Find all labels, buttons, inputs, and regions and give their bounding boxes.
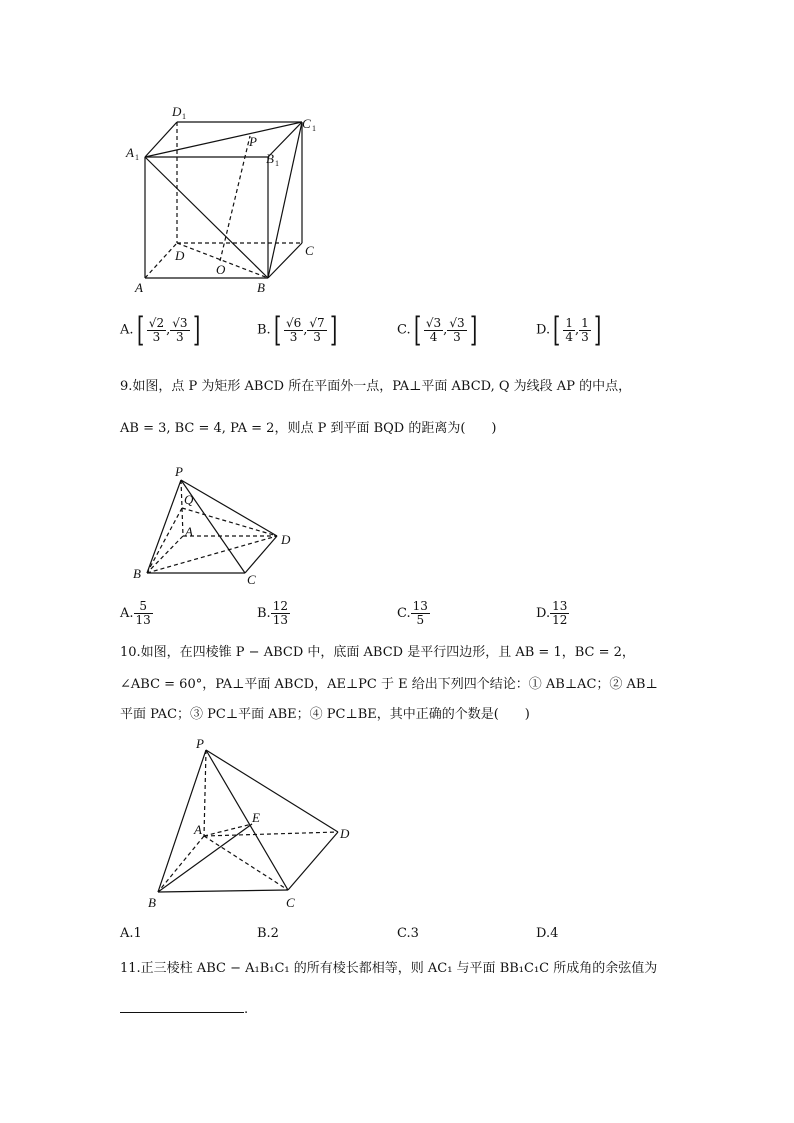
- q10-line-2: ∠ABC = 60°，PA⊥平面 ABCD，AE⊥PC 于 E 给出下列四个结论：① AB⊥AC；② AB⊥: [120, 677, 658, 692]
- edge-cd: [288, 832, 338, 890]
- label-q: Q: [184, 492, 194, 507]
- label-c1: C: [302, 116, 311, 131]
- edge-bc: [268, 243, 302, 278]
- label-d1: D: [172, 104, 182, 119]
- edge-be: [158, 824, 252, 892]
- label-d: D: [340, 826, 350, 841]
- q9-option-d: D. $\frac{13}{12}$: [536, 599, 568, 627]
- svg-text:1: 1: [275, 159, 279, 168]
- edge-pb: [147, 480, 181, 573]
- edge-a1b: [145, 157, 268, 278]
- label-p: P: [196, 736, 204, 751]
- edge-pb: [158, 750, 206, 892]
- edge-a1d1: [145, 122, 177, 157]
- edge-ab: [147, 536, 183, 573]
- q9-option-b: B. $\frac{12}{13}$: [257, 599, 288, 627]
- label-p: P: [249, 134, 257, 149]
- q10-line-1: 10.如图，在四棱锥 P − ABCD 中，底面 ABCD 是平行四边形，且 AB = 1，BC = 2，: [120, 645, 635, 660]
- label-p: P: [175, 464, 183, 479]
- q9-line-1: 9.如图，点 P 为矩形 ABCD 所在平面外一点，PA⊥平面 ABCD, Q 为线段 AP 的中点，: [120, 379, 632, 394]
- label-c: C: [305, 243, 314, 258]
- edge-pd: [206, 750, 338, 832]
- q8-option-d: D.[ $\frac{1}{4}$ , $\frac{1}{3}$ ]: [536, 310, 602, 350]
- label-a: A: [135, 280, 143, 295]
- label-d: D: [281, 532, 291, 547]
- edge-pc: [206, 750, 288, 890]
- q11-answer-blank: .: [120, 998, 248, 1019]
- edge-ac: [204, 836, 288, 890]
- cube-figure: [120, 100, 350, 300]
- svg-text:1: 1: [312, 124, 316, 133]
- q10-option-a: A.1: [120, 926, 142, 941]
- q10-option-c: C.3: [397, 926, 419, 941]
- edge-pa: [204, 750, 206, 836]
- edge-pd: [181, 480, 277, 536]
- edge-bc: [158, 890, 288, 892]
- label-b: B: [133, 566, 141, 581]
- edge-qd: [182, 508, 277, 536]
- svg-text:1: 1: [135, 153, 139, 162]
- q9-option-c: C. $\frac{13}{5}$: [397, 599, 428, 627]
- label-b1: B: [266, 151, 274, 166]
- svg-text:1: 1: [182, 112, 186, 121]
- edge-a1c1: [145, 122, 302, 157]
- q9-pyramid-figure: [125, 458, 315, 590]
- label-c: C: [247, 572, 256, 587]
- q10-option-b: B.2: [257, 926, 279, 941]
- q10-line-3: 平面 PAC；③ PC⊥平面 ABE；④ PC⊥BE，其中正确的个数是( ): [120, 707, 530, 722]
- q11-line-1: 11.正三棱柱 ABC − A₁B₁C₁ 的所有棱长都相等，则 AC₁ 与平面 BB₁C₁C 所成角的余弦值为: [120, 961, 658, 976]
- edge-ad: [145, 243, 177, 278]
- label-d: D: [175, 248, 185, 263]
- label-o: O: [216, 262, 226, 277]
- label-e: E: [252, 810, 260, 825]
- label-c: C: [286, 895, 295, 910]
- label-a1: A: [126, 145, 134, 160]
- edge-qb: [147, 508, 182, 573]
- q9-line-2: AB = 3, BC = 4, PA = 2，则点 P 到平面 BQD 的距离为( ): [120, 421, 497, 436]
- q10-option-d: D.4: [536, 926, 559, 941]
- q8-option-c: C.[ $\frac{√3}{4}$ , $\frac{√3}{3}$ ]: [397, 310, 477, 350]
- q8-option-b: B.[ $\frac{√6}{3}$ , $\frac{√7}{3}$ ]: [257, 310, 337, 350]
- q9-option-a: A. $\frac{5}{13}$: [120, 599, 151, 627]
- label-a: A: [194, 822, 202, 837]
- edge-op: [220, 136, 250, 261]
- q8-option-a: A.[ $\frac{√2}{3}$ , $\frac{√3}{3}$ ]: [120, 310, 200, 350]
- edge-cd: [245, 536, 277, 573]
- label-b: B: [148, 895, 156, 910]
- edge-ad: [204, 832, 338, 836]
- q10-pyramid-figure: [140, 730, 370, 915]
- edge-ae: [204, 824, 252, 836]
- edge-bc1: [268, 122, 302, 278]
- edge-bd: [147, 536, 277, 573]
- label-a: A: [185, 524, 193, 539]
- label-b: B: [257, 280, 265, 295]
